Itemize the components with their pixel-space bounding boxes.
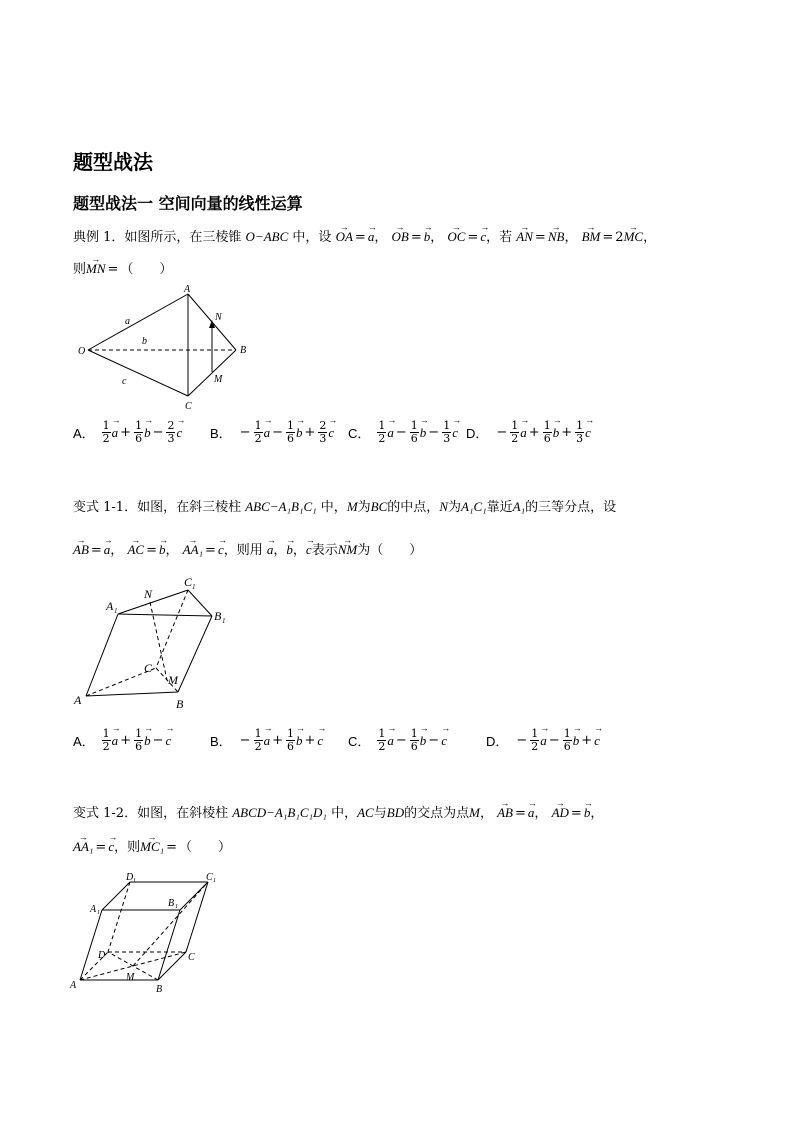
label-C: C: [188, 952, 195, 963]
vector-c: → c: [594, 733, 600, 749]
label-M: M: [214, 374, 223, 385]
option-label: B．: [210, 734, 232, 749]
sign: −: [395, 733, 407, 748]
ex1-question-line1: 典例 1．如图所示，在三棱锥 O−ABC 中，设 → OA =→ a， → OB =→ b， → OC =→ c，若 → AN =→ NB， → BM = 2→ MC，: [73, 228, 656, 247]
sign: −: [516, 733, 528, 748]
ex2-question-line1: 变式 1-1．如图，在斜三棱柱 ABC−A₁B₁C₁ 中，M为BC的中点，N为A₁C₁靠近A₁的三等分点，设: [73, 499, 617, 515]
vector-c: → c: [176, 425, 182, 441]
vector-b: → b: [144, 425, 151, 441]
section-title: 题型战法: [73, 150, 153, 174]
label-A: A: [70, 980, 77, 991]
label-vec-c: c: [122, 376, 127, 387]
label-N: N: [215, 312, 222, 323]
vector-c: → c: [441, 733, 447, 749]
option-label: D．: [486, 734, 509, 749]
sign: −: [548, 733, 560, 748]
vector-c: → c: [317, 733, 323, 749]
sign: −: [428, 733, 440, 748]
sign: +: [272, 733, 283, 748]
coefficient: $\frac{1}{2}$: [531, 727, 539, 753]
label-B1: B: [168, 898, 175, 909]
sign: −: [239, 425, 251, 440]
vector-a: → a: [387, 425, 394, 441]
vector-b: → b: [553, 425, 560, 441]
label-C: C: [144, 661, 153, 675]
label-C: C: [185, 401, 192, 412]
vector-b: → b: [420, 733, 427, 749]
ex3-question-line2: → AA₁ =→ c，则→ MC₁ = （ ）: [73, 838, 231, 857]
vector-b: → b: [296, 425, 303, 441]
label-vec-b: b: [142, 336, 147, 347]
ex1-tetrahedron-figure: [70, 284, 260, 412]
option-label: C．: [348, 426, 371, 441]
subsection-title: 题型战法一 空间向量的线性运算: [73, 194, 303, 213]
sign: +: [561, 425, 573, 440]
option-label: B．: [210, 426, 232, 441]
coefficient: $\frac{1}{6}$: [410, 419, 418, 445]
coefficient: $\frac{1}{6}$: [563, 727, 571, 753]
option-label: A．: [73, 426, 95, 441]
ex1-question-line2: 则→ MN = （ ）: [73, 260, 172, 279]
label-C1: C: [184, 575, 193, 589]
vector-a: → a: [112, 425, 119, 441]
option-c[interactable]: [348, 728, 447, 753]
vector-b: → b: [296, 733, 303, 749]
vector-a: → a: [112, 733, 119, 749]
label-B: B: [156, 984, 163, 995]
svg-text:1: 1: [97, 910, 100, 916]
option-a[interactable]: [73, 728, 171, 753]
svg-text:1: 1: [192, 583, 196, 591]
svg-text:1: 1: [175, 904, 178, 910]
ex3-prism-figure: [68, 868, 228, 998]
coefficient: $\frac{1}{2}$: [254, 727, 262, 753]
sign: −: [152, 733, 164, 748]
label-A1: A: [106, 599, 114, 613]
ex2-prism-figure: [70, 574, 230, 714]
label-B: B: [176, 697, 184, 711]
vector-a: → a: [520, 425, 527, 441]
vector-c: → c: [328, 425, 334, 441]
coefficient: $\frac{1}{3}$: [576, 419, 584, 445]
svg-text:1: 1: [213, 878, 216, 884]
coefficient: $\frac{1}{2}$: [102, 727, 110, 753]
coefficient: $\frac{1}{2}$: [102, 419, 110, 445]
sign: +: [120, 733, 132, 748]
sign: −: [152, 425, 164, 440]
ex3-question-line1: 变式 1-2．如图，在斜棱柱 ABCD−A₁B₁C₁D₁ 中，AC与BD的交点为点M， → AB =→ a， → AD =→ b，: [73, 804, 603, 823]
coefficient: $\frac{2}{3}$: [167, 419, 175, 445]
label-C1: C: [206, 872, 213, 883]
coefficient: $\frac{1}{6}$: [543, 419, 551, 445]
option-label: C．: [348, 734, 371, 749]
sign: −: [496, 425, 508, 440]
vector-a: → a: [264, 425, 271, 441]
ex2-question-line2: → AB =→ a， → AC =→ b， → AA₁ =→ c，则用 → a，→ b，→ c表示→ NM为（ ）: [73, 541, 422, 560]
svg-text:1: 1: [133, 878, 136, 884]
label-D1: D: [126, 872, 134, 883]
coefficient: $\frac{2}{3}$: [319, 419, 327, 445]
coefficient: $\frac{1}{2}$: [254, 419, 262, 445]
label-D: D: [98, 950, 106, 961]
sign: +: [304, 733, 316, 748]
label-O: O: [78, 346, 86, 357]
option-label: A．: [73, 734, 95, 749]
option-b[interactable]: [210, 420, 334, 445]
label-M: M: [126, 972, 135, 983]
option-b[interactable]: [210, 728, 323, 753]
vector-c: → c: [452, 425, 458, 441]
vector-b: → b: [144, 733, 151, 749]
sign: +: [120, 425, 132, 440]
coefficient: $\frac{1}{6}$: [410, 727, 418, 753]
label-A: A: [74, 693, 82, 707]
coefficient: $\frac{1}{6}$: [286, 727, 294, 753]
svg-text:1: 1: [114, 607, 118, 615]
sign: +: [528, 425, 540, 440]
label-A1: A: [90, 904, 97, 915]
sign: −: [272, 425, 283, 440]
vector-a: → a: [540, 733, 547, 749]
sign: +: [581, 733, 593, 748]
vector-c: → c: [165, 733, 171, 749]
vector-a: → a: [264, 733, 271, 749]
vector-c: → c: [585, 425, 591, 441]
label-vec-a: a: [125, 316, 130, 327]
coefficient: $\frac{1}{6}$: [286, 419, 294, 445]
coefficient: $\frac{1}{6}$: [135, 419, 143, 445]
coefficient: $\frac{1}{2}$: [378, 419, 386, 445]
coefficient: $\frac{1}{2}$: [378, 727, 386, 753]
coefficient: $\frac{1}{6}$: [135, 727, 143, 753]
coefficient: $\frac{1}{3}$: [443, 419, 451, 445]
option-d[interactable]: [466, 420, 591, 445]
vector-b: → b: [573, 733, 580, 749]
label-N: N: [144, 587, 153, 601]
vector-b: → b: [420, 425, 427, 441]
option-a[interactable]: [73, 420, 182, 445]
sign: −: [395, 425, 407, 440]
svg-text:1: 1: [222, 617, 226, 625]
label-M: M: [168, 673, 178, 687]
label-B: B: [240, 345, 247, 356]
coefficient: $\frac{1}{2}$: [511, 419, 519, 445]
sign: −: [239, 733, 251, 748]
label-A: A: [184, 284, 191, 295]
sign: −: [428, 425, 440, 440]
option-c[interactable]: [348, 420, 458, 445]
sign: +: [304, 425, 316, 440]
vector-a: → a: [387, 733, 394, 749]
option-d[interactable]: [486, 728, 600, 753]
option-label: D．: [466, 426, 489, 441]
label-B1: B: [214, 609, 222, 623]
